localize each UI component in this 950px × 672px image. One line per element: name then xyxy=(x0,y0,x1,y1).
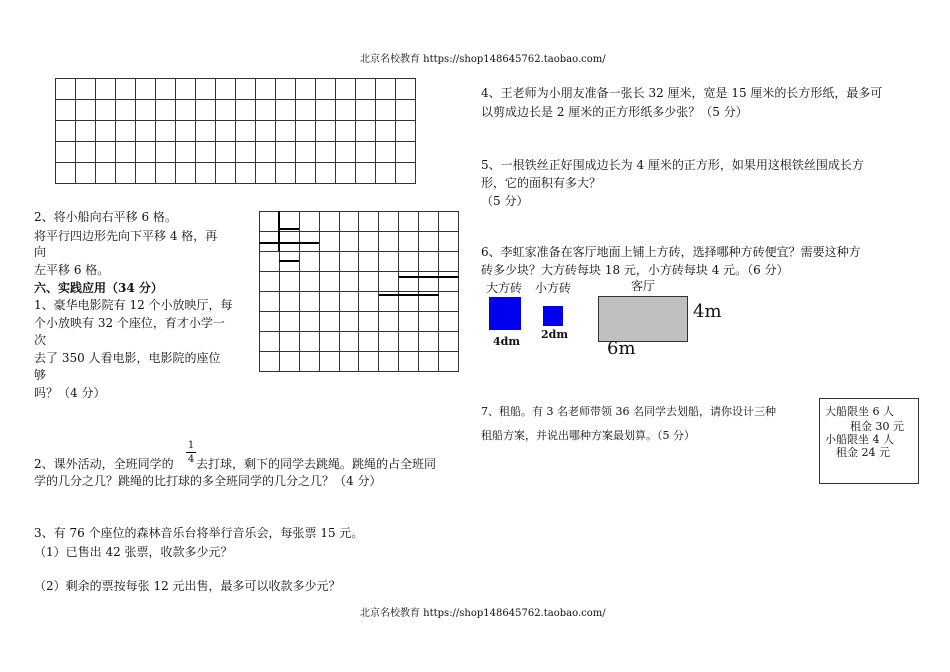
grid-cell xyxy=(216,163,236,184)
grid-cell xyxy=(396,163,416,184)
grid-cell xyxy=(216,121,236,142)
page-header: 北京名校教育 https://shop148645762.taobao.com/ xyxy=(360,54,606,65)
q1-line5: 够 xyxy=(34,368,47,382)
grid-cell xyxy=(56,121,76,142)
big-tile-label: 大方砖 xyxy=(486,281,523,295)
grid-cell xyxy=(236,142,256,163)
grid-cell xyxy=(216,79,236,100)
grid-cell xyxy=(196,79,216,100)
grid-cell xyxy=(236,100,256,121)
grid-drawing xyxy=(259,211,459,373)
grid-cell xyxy=(236,79,256,100)
grid-cell xyxy=(156,79,176,100)
grid-cell xyxy=(356,142,376,163)
q4-line2: 以剪成边长是 2 厘米的正方形纸多少张？（5 分） xyxy=(481,105,748,119)
q5-line3: （5 分） xyxy=(481,194,529,208)
room-height-label: 4m xyxy=(693,301,722,322)
q3-line1: 3、有 76 个座位的森林音乐台将举行音乐会，每张票 15 元。 xyxy=(34,526,364,540)
grid-cell xyxy=(116,121,136,142)
grid-cell xyxy=(376,142,396,163)
grid-cell xyxy=(376,121,396,142)
q1-line1: 1、豪华电影院有 12 个小放映厅，每 xyxy=(34,298,233,312)
grid-cell xyxy=(276,79,296,100)
grid-cell xyxy=(316,163,336,184)
grid-cell xyxy=(136,79,156,100)
grid-cell xyxy=(76,142,96,163)
grid-cell xyxy=(196,121,216,142)
grid-cell xyxy=(396,142,416,163)
q2-line2: 将平行四边形先向下平移 4 格，再 xyxy=(34,229,218,243)
q1-line3: 次 xyxy=(34,333,47,347)
q1-line4: 去了 350 人看电影，电影院的座位 xyxy=(34,351,221,365)
grid-cell xyxy=(96,79,116,100)
small-boat-limit: 小船限坐 4 人 xyxy=(825,433,894,446)
grid-cell xyxy=(296,163,316,184)
grid-cell xyxy=(316,121,336,142)
grid-cell xyxy=(296,79,316,100)
q2b-line2: 学的几分之几？跳绳的比打球的多全班同学的几分之几？（4 分） xyxy=(34,474,382,488)
q3-line2: （1）已售出 42 张票，收款多少元？ xyxy=(34,545,233,559)
q2b-line1-b: 去打球，剩下的同学去跳绳。跳绳的占全班同 xyxy=(196,457,437,471)
q7-line2: 租船方案，并说出哪种方案最划算。（5 分） xyxy=(481,429,695,442)
grid-cell xyxy=(156,121,176,142)
small-tile-size: 2dm xyxy=(541,328,568,341)
grid-cell xyxy=(256,163,276,184)
grid-cell xyxy=(176,100,196,121)
grid-cell xyxy=(96,100,116,121)
room-rect xyxy=(598,296,688,342)
q5-line2: 形，它的面积有多大？ xyxy=(481,176,602,190)
grid-cell xyxy=(256,121,276,142)
grid-cell xyxy=(96,121,116,142)
grid-cell xyxy=(196,163,216,184)
grid-cell xyxy=(156,142,176,163)
grid-cell xyxy=(396,121,416,142)
grid-cell xyxy=(116,100,136,121)
grid-cell xyxy=(276,142,296,163)
big-boat-limit: 大船限坐 6 人 xyxy=(825,405,894,418)
grid-cell xyxy=(256,142,276,163)
q4-line1: 4、王老师为小朋友准备一张长 32 厘米，宽是 15 厘米的长方形纸，最多可 xyxy=(481,86,883,100)
q3-line3: （2）剩余的票按每张 12 元出售，最多可以收款多少元？ xyxy=(34,579,341,593)
grid-cell xyxy=(76,100,96,121)
grid-cell xyxy=(276,163,296,184)
grid-cell xyxy=(116,79,136,100)
section-6-title: 六、实践应用（34 分） xyxy=(34,281,163,295)
grid-cell xyxy=(136,121,156,142)
grid-cell xyxy=(236,163,256,184)
grid-cell xyxy=(236,121,256,142)
grid-cell xyxy=(76,163,96,184)
big-tile xyxy=(489,297,521,330)
grid-cell xyxy=(196,100,216,121)
q2-line3: 向 xyxy=(34,245,47,259)
grid-cell xyxy=(316,100,336,121)
q7-line1: 7、租船。有 3 名老师带领 36 名同学去划船，请你设计三种 xyxy=(481,405,776,418)
grid-cell xyxy=(136,163,156,184)
grid-cell xyxy=(316,79,336,100)
grid-cell xyxy=(96,163,116,184)
grid-cell xyxy=(296,142,316,163)
q6-line1: 6、李虹家准备在客厅地面上铺上方砖，选择哪种方砖便宜？需要这种方 xyxy=(481,245,861,259)
grid-cell xyxy=(96,142,116,163)
grid-cell xyxy=(76,79,96,100)
translation-grid xyxy=(259,211,459,373)
grid-cell xyxy=(356,121,376,142)
grid-cell xyxy=(56,163,76,184)
grid-cell xyxy=(296,100,316,121)
q6-line2: 砖多少块？大方砖每块 18 元，小方砖每块 4 元。（6 分） xyxy=(481,263,789,277)
grid-cell xyxy=(196,142,216,163)
grid-cell xyxy=(176,163,196,184)
grid-cell xyxy=(216,100,236,121)
small-boat-rent: 租金 24 元 xyxy=(836,446,890,459)
fraction-numerator: 1 xyxy=(187,440,195,451)
boat-info-box xyxy=(819,398,919,484)
grid-cell xyxy=(56,142,76,163)
grid-cell xyxy=(396,100,416,121)
grid-cell xyxy=(376,79,396,100)
grid-cell xyxy=(56,79,76,100)
page-footer: 北京名校教育 https://shop148645762.taobao.com/ xyxy=(360,608,606,619)
grid-cell xyxy=(356,163,376,184)
grid-cell xyxy=(336,142,356,163)
grid-cell xyxy=(156,100,176,121)
grid-cell xyxy=(56,100,76,121)
grid-cell xyxy=(376,100,396,121)
grid-cell xyxy=(336,121,356,142)
grid-cell xyxy=(316,142,336,163)
grid-cell xyxy=(376,163,396,184)
grid-cell xyxy=(396,79,416,100)
grid-cell xyxy=(336,163,356,184)
big-boat-rent: 租金 30 元 xyxy=(850,420,904,433)
grid-top xyxy=(55,78,416,184)
room-label: 客厅 xyxy=(631,279,656,293)
grid-cell xyxy=(336,79,356,100)
grid-cell xyxy=(336,100,356,121)
grid-cell xyxy=(176,121,196,142)
q2-line1: 2、将小船向右平移 6 格。 xyxy=(34,210,177,224)
q2-line4: 左平移 6 格。 xyxy=(34,263,110,277)
room-width-label: 6m xyxy=(607,338,636,359)
grid-cell xyxy=(296,121,316,142)
fraction-bar xyxy=(186,452,196,453)
grid-cell xyxy=(136,100,156,121)
q1-line6: 吗？（4 分） xyxy=(34,386,106,400)
grid-cell xyxy=(176,79,196,100)
grid-cell xyxy=(256,100,276,121)
small-tile-label: 小方砖 xyxy=(535,281,572,295)
fraction-denominator: 4 xyxy=(187,454,195,465)
grid-cell xyxy=(276,121,296,142)
grid-cell xyxy=(176,142,196,163)
grid-cell xyxy=(356,100,376,121)
grid-cell xyxy=(76,121,96,142)
grid-cell xyxy=(116,142,136,163)
grid-cell xyxy=(156,163,176,184)
grid-cell xyxy=(116,163,136,184)
small-tile xyxy=(543,306,563,326)
q2b-line1-a: 2、课外活动，全班同学的 xyxy=(34,457,174,471)
big-tile-size: 4dm xyxy=(493,335,520,348)
q5-line1: 5、一根铁丝正好围成边长为 4 厘米的正方形，如果用这根铁丝围成长方 xyxy=(481,158,864,172)
q1-line2: 个小放映有 32 个座位，育才小学一 xyxy=(34,316,225,330)
grid-cell xyxy=(356,79,376,100)
grid-cell xyxy=(136,142,156,163)
grid-cell xyxy=(256,79,276,100)
grid-cell xyxy=(276,100,296,121)
grid-cell xyxy=(216,142,236,163)
